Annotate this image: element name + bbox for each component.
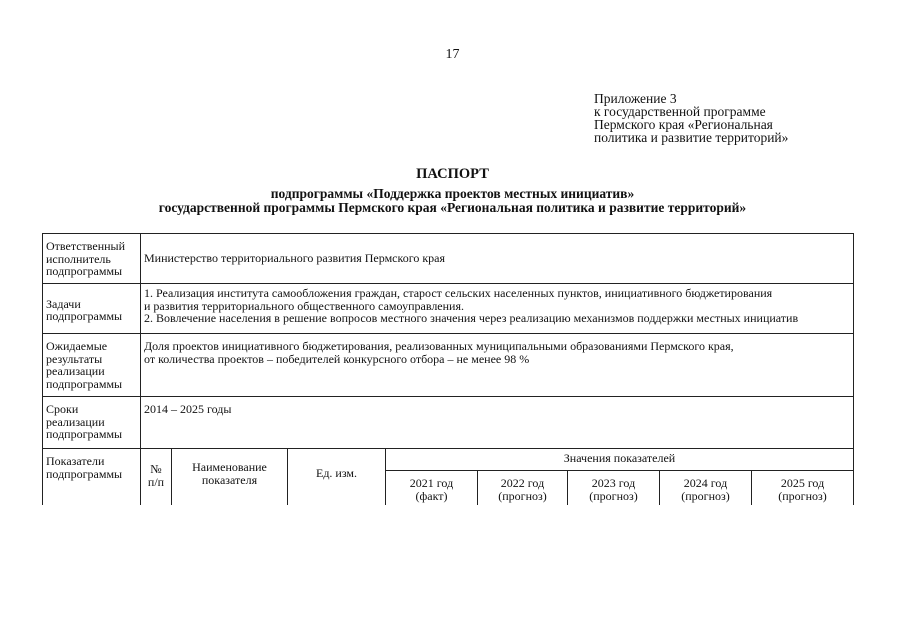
responsible-value [141, 234, 854, 284]
label-line: Задачи [46, 296, 81, 311]
subtitle-line-2: государственной программы Пермского края «Региональная политика и развитие территорий» [158, 199, 747, 215]
header-line: № [150, 462, 162, 476]
appendix-line: Приложение 3 [594, 91, 677, 106]
year-label: 2025 год [780, 476, 825, 490]
row-expected-results [43, 334, 854, 397]
label-line: подпрограммы [46, 309, 123, 323]
row-indicators-header [43, 449, 854, 471]
col-unit-header [288, 449, 386, 506]
tasks-label [43, 284, 141, 334]
tasks-value [141, 284, 854, 334]
document-title: ПАСПОРТ [416, 166, 489, 182]
value-line: Министерство территориального развития Пермского края [144, 251, 446, 266]
header-line: Ед. изм. [315, 466, 358, 480]
expected-results-label [43, 334, 141, 397]
label-line: результаты [46, 351, 103, 366]
header-line: Наименование [192, 460, 267, 474]
value-line: Доля проектов инициативного бюджетирования, реализованных муниципальными образованиями Пермского края, [144, 339, 734, 353]
document-subtitle [0, 187, 905, 214]
row-tasks [43, 284, 854, 334]
page-number: 17 [445, 47, 460, 62]
responsible-label [43, 234, 141, 284]
year-label: 2023 год [591, 476, 636, 490]
row-responsible [43, 234, 854, 284]
appendix-line: к государственной программе [594, 104, 766, 119]
year-note: (прогноз) [589, 488, 638, 503]
appendix-line: политика и развитие территорий» [594, 130, 789, 145]
subtitle-line-1: подпрограммы «Поддержка проектов местных инициатив» [270, 186, 635, 201]
year-2024-header [660, 471, 752, 506]
year-note: (прогноз) [681, 488, 730, 503]
value-line: 2014 – 2025 годы [144, 402, 232, 416]
appendix-note [594, 92, 788, 144]
passport-table [42, 233, 854, 505]
terms-value [141, 397, 854, 449]
expected-results-value [141, 334, 854, 397]
year-note: (прогноз) [778, 488, 827, 503]
label-line: Ответственный [46, 239, 126, 253]
label-line: Показатели [46, 454, 105, 468]
header-line: показателя [201, 472, 258, 487]
year-label: 2021 год [409, 476, 454, 490]
label-line: Сроки [46, 402, 79, 416]
row-terms [43, 397, 854, 449]
header-line: Значения показателей [563, 451, 676, 465]
value-line: 1. Реализация института самообложения граждан, старост сельских населенных пунктов, инициативного бюджетирования [144, 286, 773, 300]
year-note: (прогноз) [498, 488, 547, 503]
col-number-header [141, 449, 172, 506]
year-2025-header [752, 471, 854, 506]
year-2023-header [568, 471, 660, 506]
values-header [386, 449, 854, 471]
appendix-line: Пермского края «Региональная [594, 117, 773, 132]
year-2021-header [386, 471, 478, 506]
label-line: подпрограммы [46, 264, 123, 278]
label-line: подпрограммы [46, 427, 123, 441]
year-label: 2024 год [683, 476, 728, 490]
indicators-label [43, 449, 141, 506]
year-note: (факт) [415, 488, 448, 503]
value-line: и развития территориального общественного самоуправления. [144, 298, 464, 313]
label-line: реализации [46, 364, 105, 378]
year-2022-header [478, 471, 568, 506]
col-name-header [172, 449, 288, 506]
label-line: подпрограммы [46, 466, 123, 481]
header-line: п/п [147, 474, 165, 489]
terms-label [43, 397, 141, 449]
label-line: исполнитель [46, 251, 111, 266]
year-label: 2022 год [500, 476, 545, 490]
label-line: подпрограммы [46, 376, 123, 391]
value-line: от количества проектов – победителей конкурсного отбора – не менее 98 % [144, 351, 530, 366]
label-line: Ожидаемые [46, 339, 108, 353]
value-line: 2. Вовлечение населения в решение вопросов местного значения через реализацию механизмов поддержки местных инициатив [144, 311, 799, 325]
label-line: реализации [46, 414, 105, 429]
